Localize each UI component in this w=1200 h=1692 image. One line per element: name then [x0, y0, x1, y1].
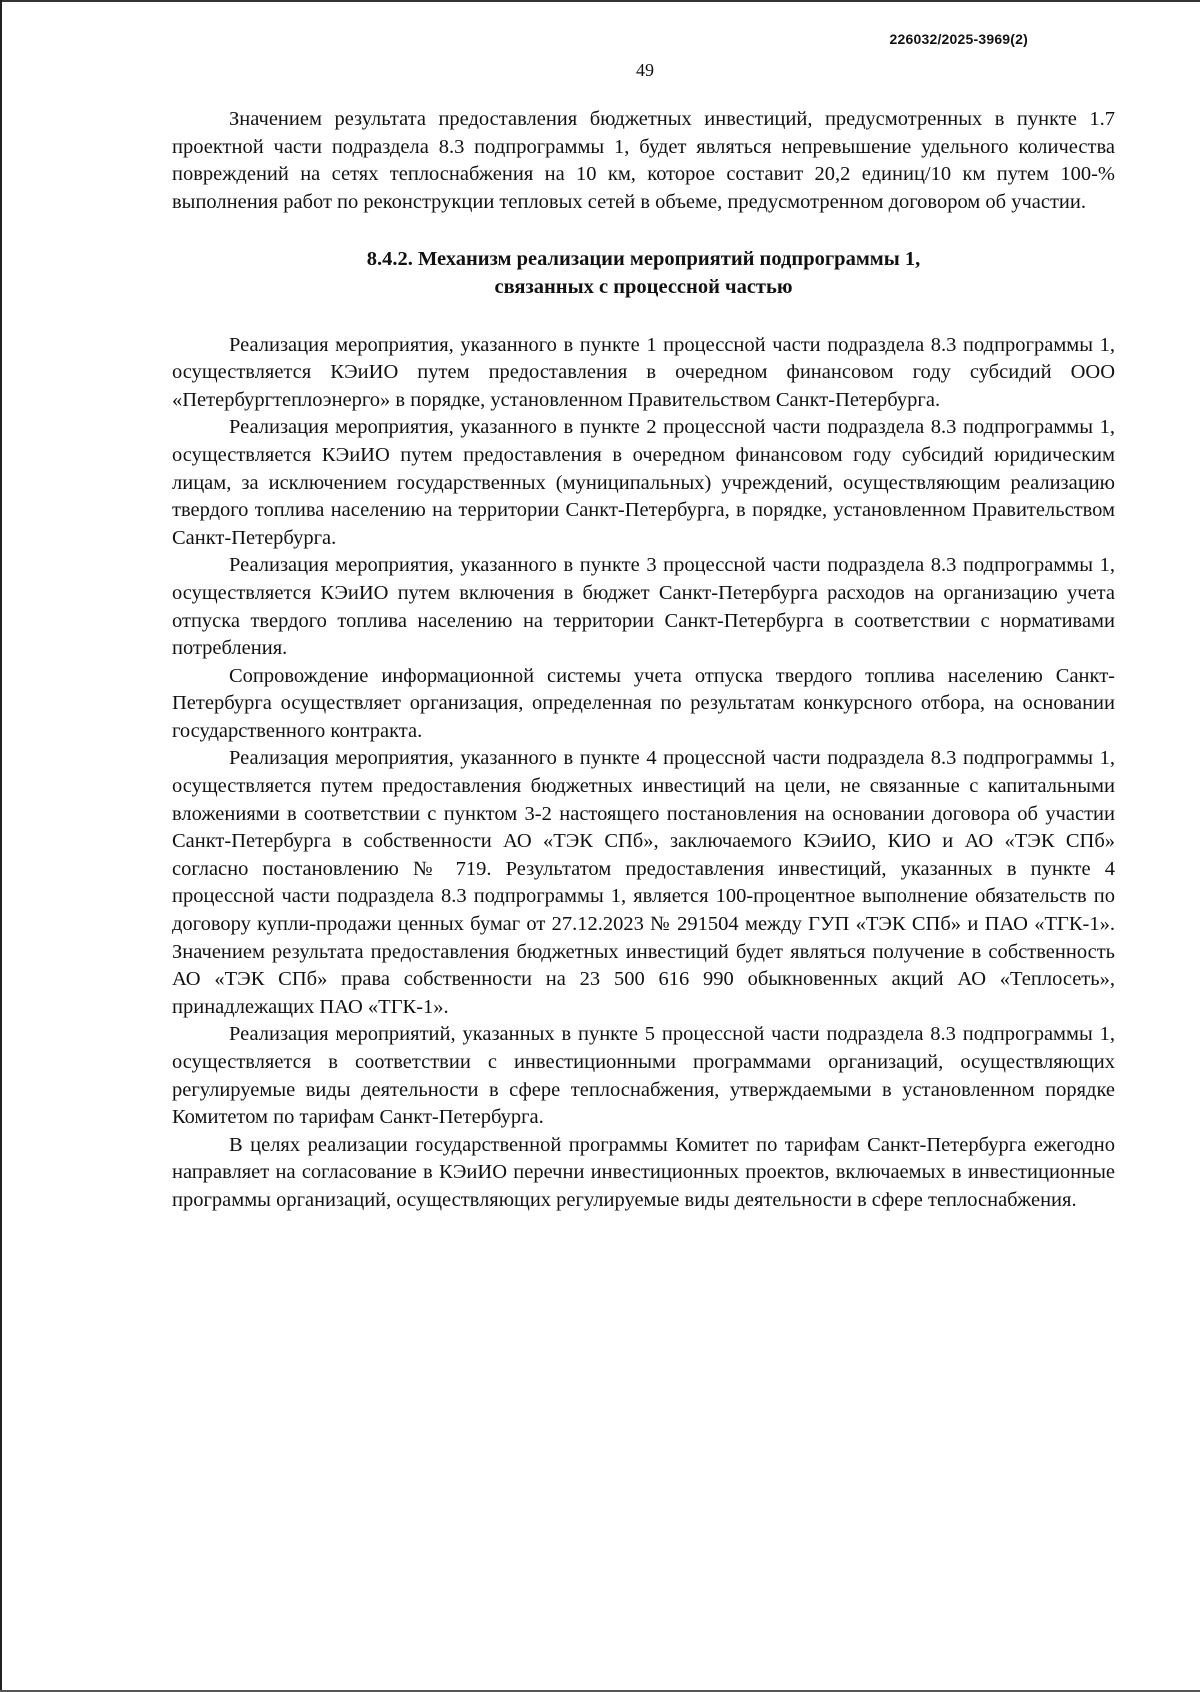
- paragraph-tariff-committee: В целях реализации государственной программы Комитет по тарифам Санкт-Петербурга ежегодно направляет на согласование в КЭиИО перечни инвестиционных проектов, включаемых в инвестиционные программы организаций, осуществляющих регулируемые виды деятельности в сфере теплоснабжения.: [172, 1133, 1115, 1211]
- page-number: 49: [636, 60, 654, 80]
- page-body: [172, 106, 1115, 1215]
- paragraph-item-3: Реализация мероприятия, указанного в пункте 3 процессной части подраздела 8.3 подпрограммы 1, осуществляется КЭиИО путем включения в бюджет Санкт-Петербурга расходов на организацию учета отпуска твердого топлива населению на территории Санкт-Петербурга в соответствии с нормативами потребления.: [172, 554, 1115, 660]
- scan-edge-top: [0, 0, 1200, 2]
- paragraph-item-1: Реализация мероприятия, указанного в пункте 1 процессной части подраздела 8.3 подпрограммы 1, осуществляется КЭиИО путем предоставления в очередном финансовом году субсидий ООО «Петербургтеплоэнерго» в порядке, установленном Правительством Санкт-Петербурга.: [172, 333, 1115, 411]
- section-title-line-1: 8.4.2. Механизм реализации мероприятий подпрограммы 1,: [366, 248, 921, 271]
- section-title-line-2: связанных с процессной частью: [494, 275, 793, 298]
- paragraph-item-4: Реализация мероприятия, указанного в пункте 4 процессной части подраздела 8.3 подпрограммы 1, осуществляется путем предоставления бюджетных инвестиций на цели, не связанные с капитальными вложениями в соответствии с пунктом 3-2 настоящего постановления на основании договора об участии Санкт-Петербурга в собственности АО «ТЭК СПб», заключаемого КЭиИО, КИО и АО «ТЭК СПб» согласно постановлению № 719. Результатом предоставления инвестиций, указанных в пункте 4 процессной части подраздела 8.3 подпрограммы 1, является 100-процентное выполнение обязательств по договору купли-продажи ценных бумаг от 27.12.2023 № 291504 между ГУП «ТЭК СПб» и ПАО «ТГК-1». Значением результата предоставления бюджетных инвестиций будет являться получение в собственность АО «ТЭК СПб» права собственности на 23 500 616 990 обыкновенных акций АО «Теплосеть», принадлежащих ПАО «ТГК-1».: [172, 747, 1115, 1018]
- document-id: 226032/2025-3969(2): [889, 31, 1028, 47]
- paragraph-item-2: Реализация мероприятия, указанного в пункте 2 процессной части подраздела 8.3 подпрограммы 1, осуществляется КЭиИО путем предоставления в очередном финансовом году субсидий юридическим лицам, за исключением государственных (муниципальных) учреждений, осуществляющим реализацию твердого топлива населению на территории Санкт-Петербурга, в порядке, установленном Правительством Санкт-Петербурга.: [172, 416, 1115, 549]
- scan-edge-left: [0, 0, 2, 1692]
- section-title: [172, 246, 1115, 301]
- intro-paragraph: Значением результата предоставления бюджетных инвестиций, предусмотренных в пункте 1.7 проектной части подраздела 8.3 подпрограммы 1, будет являться непревышение удельного количества повреждений на сетях теплоснабжения на 10 км, которое составит 20,2 единиц/10 км путем 100-% выполнения работ по реконструкции тепловых сетей в объеме, предусмотренном договором об участии.: [172, 108, 1115, 213]
- paragraph-system-support: Сопровождение информационной системы учета отпуска твердого топлива населению Санкт-Петербурга осуществляет организация, определенная по результатам конкурсного отбора, на основании государственного контракта.: [172, 664, 1115, 742]
- paragraph-item-5: Реализация мероприятий, указанных в пункте 5 процессной части подраздела 8.3 подпрограммы 1, осуществляется в соответствии с инвестиционными программами организаций, осуществляющих регулируемые виды деятельности в сфере теплоснабжения, утверждаемыми в установленном порядке Комитетом по тарифам Санкт-Петербурга.: [172, 1023, 1115, 1129]
